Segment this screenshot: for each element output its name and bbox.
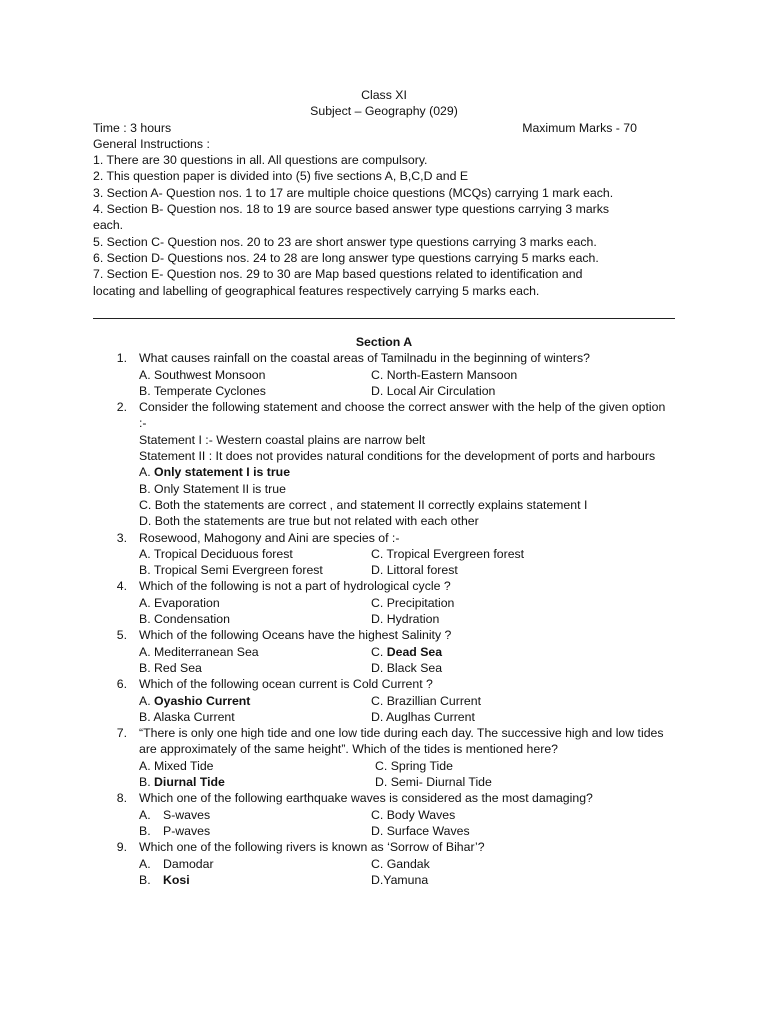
question-text: Which of the following is not a part of hydrological cycle ?	[139, 579, 451, 594]
option-a	[139, 856, 371, 872]
question-7	[93, 725, 675, 790]
option-d: D. Local Air Circulation	[371, 383, 496, 398]
option-c: C. Spring Tide	[375, 758, 453, 773]
option-b	[139, 774, 375, 790]
option-a: A. Evaporation	[139, 595, 220, 610]
option-a	[139, 693, 371, 709]
instructions-title: General Instructions :	[93, 136, 210, 151]
option-d: D. Auglhas Current	[371, 709, 475, 724]
option-a-text: Oyashio Current	[154, 693, 251, 708]
option-b-text: Diurnal Tide	[154, 775, 225, 790]
question-3	[93, 530, 675, 579]
question-5	[93, 627, 675, 676]
option-b: B. Alaska Current	[139, 709, 235, 724]
option-a-text: Damodar	[163, 856, 214, 871]
question-2	[93, 399, 675, 529]
question-1	[93, 350, 675, 399]
option-d: D. Semi- Diurnal Tide	[375, 775, 492, 790]
option-d: D. Hydration	[371, 612, 440, 627]
option-b-text: Kosi	[163, 872, 190, 887]
option-d: D.Yamuna	[371, 872, 429, 887]
question-number: 2.	[116, 400, 127, 415]
question-text: Which of the following Oceans have the highest Salinity ?	[139, 628, 452, 643]
option-c: C. Both the statements are correct , and statement II correctly explains statement I	[139, 497, 588, 512]
option-b-text: P-waves	[163, 823, 211, 838]
option-b: B. Temperate Cyclones	[139, 383, 266, 398]
option-d: D. Surface Waves	[371, 823, 470, 838]
option-c: C. Body Waves	[371, 807, 456, 822]
time-text: Time : 3 hours	[93, 120, 172, 135]
option-b: B. Tropical Semi Evergreen forest	[139, 563, 323, 578]
question-text: What causes rainfall on the coastal areas of Tamilnadu in the beginning of winters?	[139, 351, 590, 366]
option-a: A. Southwest Monsoon	[139, 367, 266, 382]
option-b: B. Condensation	[139, 612, 230, 627]
option-a-label: A.	[139, 693, 155, 708]
horizontal-divider	[93, 318, 675, 319]
option-a-text: Only statement I is true	[154, 465, 291, 480]
option-c-label: C.	[371, 644, 387, 659]
question-number: 4.	[116, 579, 127, 594]
option-a-label: A.	[139, 856, 151, 871]
question-number: 9.	[116, 840, 127, 855]
class-line: Class XI	[361, 88, 407, 102]
option-a	[139, 807, 371, 823]
instruction-3: 3. Section A- Question nos. 1 to 17 are multiple choice questions (MCQs) carrying 1 mark each.	[93, 185, 614, 200]
question-text: Consider the following statement and choose the correct answer with the help of the given option :-	[139, 400, 666, 431]
instruction-4: 4. Section B- Question nos. 18 to 19 are source based answer type questions carrying 3 marks each.	[93, 202, 610, 233]
option-b	[139, 872, 371, 888]
option-c: C. Precipitation	[371, 595, 455, 610]
instruction-7: 7. Section E- Question nos. 29 to 30 are Map based questions related to identification and locating and labelling of geographical features respectively carrying 5 marks each.	[93, 267, 583, 298]
option-d: D. Both the statements are true but not related with each other	[139, 514, 479, 529]
option-b-label: B.	[139, 823, 151, 838]
subject-line: Subject – Geography (029)	[310, 104, 458, 119]
option-c: C. Brazillian Current	[371, 693, 482, 708]
section-title: Section A	[355, 335, 413, 349]
option-b-label: B.	[139, 872, 151, 887]
option-c: C. Tropical Evergreen forest	[371, 546, 525, 561]
instruction-1: 1. There are 30 questions in all. All questions are compulsory.	[93, 153, 428, 168]
option-a-label: A.	[139, 465, 155, 480]
option-b: B. Red Sea	[139, 660, 202, 675]
question-number: 6.	[116, 677, 127, 692]
instruction-5: 5. Section C- Question nos. 20 to 23 are short answer type questions carrying 3 marks each.	[93, 234, 597, 249]
question-text: Rosewood, Mahogony and Aini are species of :-	[139, 530, 400, 545]
question-4	[93, 578, 675, 627]
question-number: 3.	[116, 530, 127, 545]
question-number: 8.	[116, 791, 127, 806]
option-a-label: A.	[139, 807, 151, 822]
option-b: B. Only Statement II is true	[139, 481, 286, 496]
question-6	[93, 676, 675, 725]
option-a	[139, 464, 669, 480]
option-c-text: Dead Sea	[386, 644, 443, 659]
option-a-text: S-waves	[163, 807, 211, 822]
question-number: 7.	[116, 726, 127, 741]
option-b	[139, 823, 371, 839]
statement-2: Statement II : It does not provides natural conditions for the development of ports and harbours	[139, 449, 656, 464]
paper-header	[93, 87, 675, 299]
option-a: A. Tropical Deciduous forest	[139, 546, 293, 561]
option-d: D. Black Sea	[371, 660, 443, 675]
question-text: Which of the following ocean current is Cold Current ?	[139, 677, 433, 692]
option-c: C. Gandak	[371, 856, 430, 871]
max-marks-text: Maximum Marks - 70	[522, 120, 637, 135]
question-9	[93, 839, 675, 888]
section-a	[93, 334, 675, 888]
option-d: D. Littoral forest	[371, 563, 458, 578]
time-marks-row	[93, 120, 675, 136]
option-a: A. Mediterranean Sea	[139, 644, 259, 659]
question-8	[93, 790, 675, 839]
statement-1: Statement I :- Western coastal plains are narrow belt	[139, 432, 426, 447]
question-text: Which one of the following earthquake waves is considered as the most damaging?	[139, 791, 593, 806]
option-c: C. North-Eastern Mansoon	[371, 367, 518, 382]
option-c	[371, 644, 675, 660]
instruction-2: 2. This question paper is divided into (5) five sections A, B,C,D and E	[93, 169, 469, 184]
option-b-label: B.	[139, 775, 155, 790]
question-number: 1.	[116, 351, 127, 366]
instruction-6: 6. Section D- Questions nos. 24 to 28 are long answer type questions carrying 5 marks each.	[93, 250, 599, 265]
option-a: A. Mixed Tide	[139, 758, 214, 773]
question-number: 5.	[116, 628, 127, 643]
question-text: “There is only one high tide and one low tide during each day. The successive high and low tides are approximately of the same height”. Which of the tides is mentioned here?	[139, 726, 664, 757]
question-text: Which one of the following rivers is known as ‘Sorrow of Bihar’?	[139, 840, 485, 855]
